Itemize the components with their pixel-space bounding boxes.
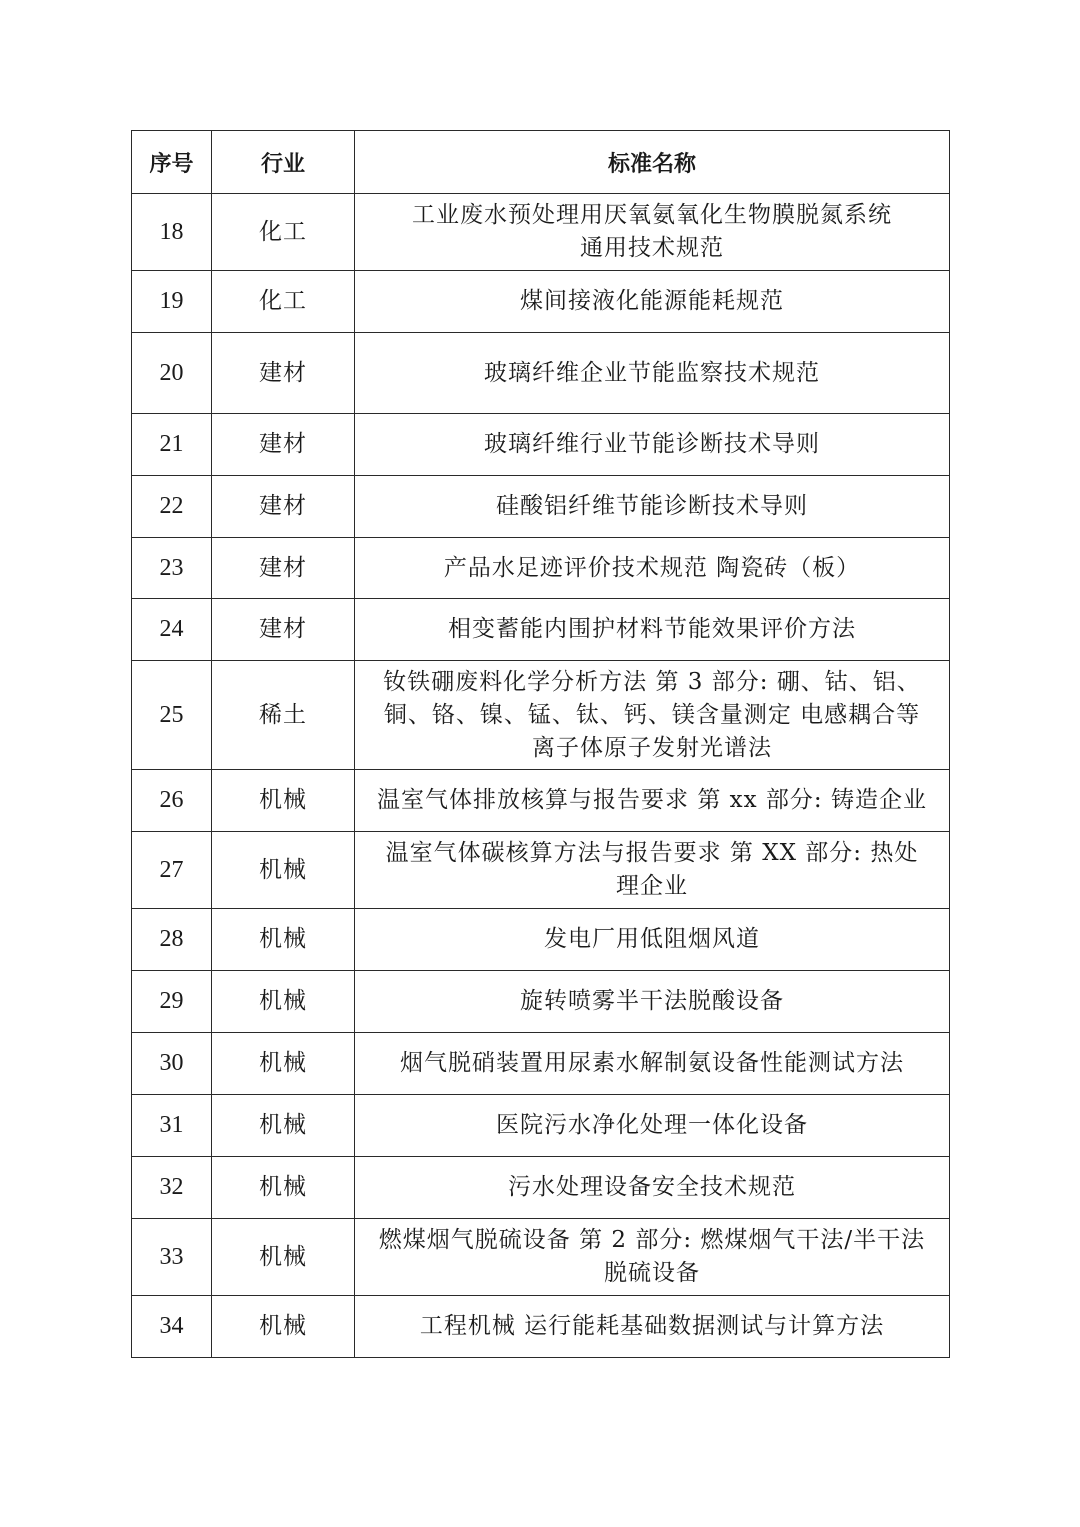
standard-name-line: 离子体原子发射光谱法 — [532, 734, 772, 761]
table-row — [132, 1157, 950, 1219]
cell-index: 22 — [132, 476, 212, 538]
standard-name-line: 医院污水净化处理一体化设备 — [496, 1112, 808, 1138]
cell-standard-name — [355, 194, 950, 271]
standard-name-line: 工业废水预处理用厌氧氨氧化生物膜脱氮系统 — [412, 202, 892, 228]
standard-name-line: 温室气体排放核算与报告要求 第 xx 部分: 铸造企业 — [377, 787, 927, 813]
standard-name-line: 燃煤烟气脱硫设备 第 2 部分: 燃煤烟气干法/半干法 — [378, 1227, 926, 1253]
cell-index: 25 — [132, 661, 212, 770]
cell-index: 30 — [132, 1033, 212, 1095]
standard-name-line: 硅酸铝纤维节能诊断技术导则 — [496, 493, 808, 519]
cell-standard-name — [355, 832, 950, 909]
cell-standard-name — [355, 1219, 950, 1296]
cell-industry: 化工 — [212, 271, 355, 333]
standard-name-line: 相变蓄能内围护材料节能效果评价方法 — [448, 616, 856, 642]
cell-standard-name — [355, 538, 950, 599]
table-row — [132, 1296, 950, 1358]
standard-name-line: 旋转喷雾半干法脱酸设备 — [520, 988, 784, 1014]
cell-standard-name — [355, 661, 950, 770]
table-row — [132, 271, 950, 333]
standard-name-line: 玻璃纤维行业节能诊断技术导则 — [484, 431, 820, 457]
standard-name-line: 铜、铬、镍、锰、钛、钙、镁含量测定 电感耦合等 — [383, 701, 921, 728]
cell-index: 18 — [132, 194, 212, 271]
cell-industry: 机械 — [212, 832, 355, 909]
table-header-row — [132, 131, 950, 194]
table-row — [132, 194, 950, 271]
cell-industry: 机械 — [212, 909, 355, 971]
table-row — [132, 770, 950, 832]
cell-industry: 机械 — [212, 1157, 355, 1219]
cell-industry: 建材 — [212, 476, 355, 538]
cell-index: 32 — [132, 1157, 212, 1219]
cell-standard-name — [355, 770, 950, 832]
standard-name-line: 玻璃纤维企业节能监察技术规范 — [484, 359, 820, 386]
cell-index: 33 — [132, 1219, 212, 1296]
standard-name-line: 烟气脱硝装置用尿素水解制氨设备性能测试方法 — [400, 1050, 904, 1076]
cell-industry: 机械 — [212, 770, 355, 832]
cell-industry: 机械 — [212, 1296, 355, 1358]
cell-standard-name — [355, 1296, 950, 1358]
table-row — [132, 333, 950, 414]
cell-industry: 建材 — [212, 599, 355, 661]
standard-name-line: 温室气体碳核算方法与报告要求 第 XX 部分: 热处 — [385, 840, 919, 866]
cell-industry: 机械 — [212, 971, 355, 1033]
standard-name-line: 产品水足迹评价技术规范 陶瓷砖（板） — [443, 554, 861, 581]
cell-standard-name — [355, 1095, 950, 1157]
table-row — [132, 538, 950, 599]
table-row — [132, 832, 950, 909]
standard-name-line: 通用技术规范 — [580, 235, 724, 261]
header-index: 序号 — [132, 131, 212, 194]
cell-industry: 建材 — [212, 333, 355, 414]
cell-industry: 机械 — [212, 1219, 355, 1296]
standard-name-line: 工程机械 运行能耗基础数据测试与计算方法 — [419, 1313, 885, 1339]
standard-name-line: 污水处理设备安全技术规范 — [508, 1174, 796, 1200]
cell-industry: 建材 — [212, 414, 355, 476]
cell-index: 24 — [132, 599, 212, 661]
cell-index: 23 — [132, 538, 212, 599]
cell-index: 28 — [132, 909, 212, 971]
table-row — [132, 1095, 950, 1157]
cell-standard-name — [355, 1157, 950, 1219]
table-row — [132, 661, 950, 770]
cell-standard-name — [355, 414, 950, 476]
table-row — [132, 909, 950, 971]
table-row — [132, 414, 950, 476]
cell-index: 19 — [132, 271, 212, 333]
cell-standard-name — [355, 333, 950, 414]
header-industry: 行业 — [212, 131, 355, 194]
cell-standard-name — [355, 476, 950, 538]
cell-index: 27 — [132, 832, 212, 909]
table-body — [132, 194, 950, 1358]
cell-index: 31 — [132, 1095, 212, 1157]
cell-standard-name — [355, 271, 950, 333]
cell-index: 26 — [132, 770, 212, 832]
cell-standard-name — [355, 599, 950, 661]
table-row — [132, 1033, 950, 1095]
standard-name-line: 脱硫设备 — [604, 1260, 700, 1286]
cell-standard-name — [355, 971, 950, 1033]
cell-standard-name — [355, 1033, 950, 1095]
standards-table — [131, 130, 950, 1358]
table-row — [132, 476, 950, 538]
table-row — [132, 1219, 950, 1296]
cell-industry: 化工 — [212, 194, 355, 271]
cell-index: 20 — [132, 333, 212, 414]
cell-standard-name — [355, 909, 950, 971]
cell-index: 29 — [132, 971, 212, 1033]
cell-index: 21 — [132, 414, 212, 476]
standard-name-line: 钕铁硼废料化学分析方法 第 3 部分: 硼、钴、铝、 — [383, 668, 921, 695]
header-standard-name: 标准名称 — [355, 131, 950, 194]
cell-industry: 机械 — [212, 1033, 355, 1095]
standard-name-line: 发电厂用低阻烟风道 — [544, 926, 760, 952]
table-row — [132, 599, 950, 661]
table-row — [132, 971, 950, 1033]
cell-index: 34 — [132, 1296, 212, 1358]
cell-industry: 稀土 — [212, 661, 355, 770]
standard-name-line: 理企业 — [616, 873, 688, 899]
cell-industry: 机械 — [212, 1095, 355, 1157]
standard-name-line: 煤间接液化能源能耗规范 — [520, 288, 784, 314]
cell-industry: 建材 — [212, 538, 355, 599]
